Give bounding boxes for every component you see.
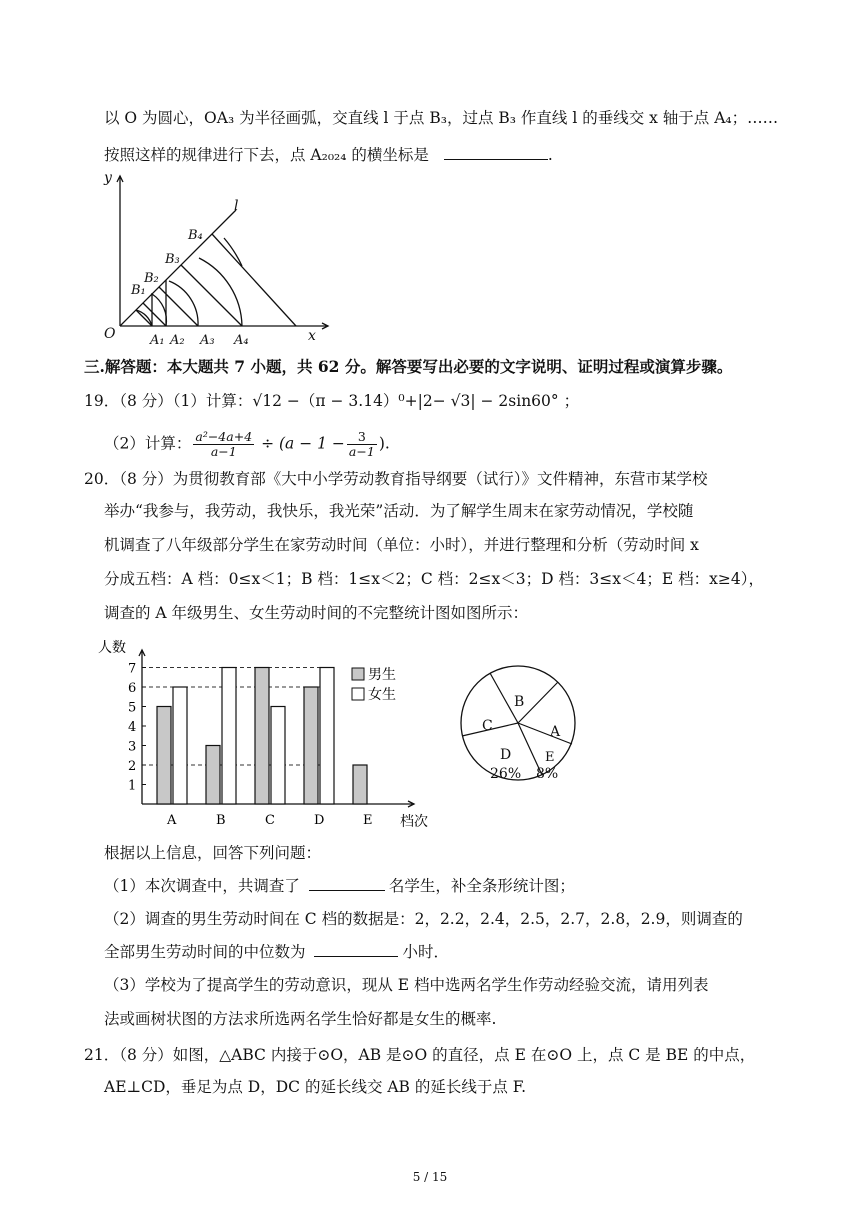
- bar-male-C: [255, 668, 269, 805]
- x-category-label: D: [314, 813, 325, 828]
- bar-male-E: [353, 765, 367, 804]
- x-category-label: B: [216, 813, 226, 828]
- q18-period: .: [547, 146, 553, 164]
- bar-male-A: [157, 707, 171, 805]
- q20-line1: 20．（8 分）为贯彻教育部《大中小学劳动教育指导纲要（试行）》文件精神，东营市某学校: [84, 470, 708, 488]
- q20-part2-text-end: 小时．: [402, 943, 449, 961]
- label-A4: A₄: [234, 333, 249, 348]
- q20-line5: 调查的 A 年级男生、女生劳动时间的不完整统计图如图所示：: [104, 604, 529, 622]
- fraction-2: [347, 430, 377, 459]
- label-B4: B₄: [188, 228, 203, 243]
- label-A2: A₂: [170, 333, 185, 348]
- fraction-2-numerator: 3: [347, 430, 377, 445]
- bar-female-B: [222, 668, 236, 805]
- q18-question-text: 按照这样的规律进行下去，点 A₂₀₂₄ 的横坐标是: [104, 146, 429, 164]
- label-B1: B₁: [131, 283, 146, 298]
- x-category-label: E: [363, 813, 373, 828]
- q20-part2-line2: [104, 940, 449, 963]
- q20-part3-line2: 法或画树状图的方法求所选两名学生恰好都是女生的概率.: [104, 1010, 497, 1028]
- q19-line1: 19．（8 分）（1）计算：√12 −（π − 3.14）⁰+|2− √3| − 2sin60° ；: [84, 392, 580, 410]
- bar-chart: [96, 632, 440, 832]
- bar-chart-xlabel: 档次: [400, 814, 428, 830]
- label-B2: B₂: [144, 271, 159, 286]
- q21-line1: 21．（8 分）如图，△ABC 内接于⊙O，AB 是⊙O 的直径，点 E 在⊙O 上，点 C 是 BE 的中点，: [84, 1046, 756, 1064]
- x-category-label: A: [167, 813, 177, 828]
- label-y: y: [104, 170, 112, 186]
- section-heading: 三.解答题：本大题共 7 小题，共 62 分。解答要写出必要的文字说明、证明过程或演算步骤。: [84, 357, 733, 376]
- legend: [352, 666, 396, 703]
- q20-part1-text-end: 名学生，补全条形统计图；: [388, 877, 575, 895]
- pie-label-A: A: [550, 724, 561, 740]
- y-tick-label: 6: [128, 681, 137, 696]
- pie-label-E: E: [545, 750, 555, 765]
- answer-blank: [444, 143, 548, 160]
- y-tick-label: 1: [128, 778, 137, 794]
- q18-line2: [104, 143, 553, 166]
- q18-line1: 以 O 为圆心，OA₃ 为半径画弧，交直线 l 于点 B₃，过点 B₃ 作直线 l 的垂线交 x 轴于点 A₄；……: [104, 109, 779, 127]
- line-l: [120, 210, 236, 326]
- answer-blank: [309, 874, 385, 891]
- fraction-2-denominator: a−1: [348, 444, 375, 459]
- label-A1: A₁: [150, 333, 165, 348]
- q20-part2-line1: （2）调查的男生劳动时间在 C 档的数据是：2，2.2，2.4，2.5，2.7，2.8，2.9，则调查的: [104, 910, 743, 928]
- legend-swatch-male: [352, 668, 364, 680]
- y-tick-label: 5: [128, 700, 137, 716]
- q20-line3: 机调查了八年级部分学生在家劳动时间（单位：小时），并进行整理和分析（劳动时间 x: [104, 536, 699, 554]
- pie-percent-E: 8%: [536, 766, 559, 782]
- q21-line2: AE⊥CD，垂足为点 D，DC 的延长线交 AB 的延长线于点 F.: [104, 1078, 527, 1096]
- q20-line2: 举办“我参与，我劳动，我快乐，我光荣”活动．为了解学生周末在家劳动情况，学校随: [104, 502, 694, 520]
- geometry-figure: [96, 168, 346, 350]
- label-x: x: [308, 328, 316, 344]
- label-B3: B₃: [165, 252, 180, 267]
- legend-male: 男生: [368, 667, 396, 683]
- q20-part3-line1: （3）学校为了提高学生的劳动意识，现从 E 档中选两名学生作劳动经验交流，请用列表: [104, 976, 709, 994]
- bar-female-C: [271, 707, 285, 805]
- q19-line2: [104, 430, 390, 459]
- fraction-1: [193, 430, 254, 459]
- bar-chart-ylabel: 人数: [98, 640, 126, 656]
- label-l: l: [234, 198, 239, 214]
- pie-label-D: D: [500, 747, 512, 763]
- q20-line4: 分成五档：A 档：0≤x＜1；B 档：1≤x＜2；C 档：2≤x＜3；D 档：3≤x＜4；E 档：x≥4），: [104, 570, 764, 588]
- legend-swatch-female: [352, 688, 364, 700]
- bar-male-B: [206, 746, 220, 805]
- x-category-label: C: [265, 813, 275, 828]
- pie-label-B: B: [514, 694, 525, 710]
- bar-female-D: [320, 668, 334, 805]
- pie-percent-D: 26%: [490, 766, 522, 782]
- q20-part1-text: （1）本次调查中，共调查了: [104, 877, 300, 895]
- pie-label-C: C: [482, 718, 493, 734]
- legend-female: 女生: [368, 687, 396, 703]
- q20-part2-text: 全部男生劳动时间的中位数为: [104, 943, 306, 961]
- bar-female-A: [173, 687, 187, 804]
- answer-blank: [314, 940, 398, 957]
- page-number: 5 / 15: [412, 1170, 448, 1184]
- y-tick-label: 3: [128, 739, 137, 755]
- q19-middle-expression: ÷ (a − 1 −: [261, 434, 345, 453]
- pie-chart: [454, 648, 584, 798]
- q20-part1: [104, 874, 575, 897]
- y-tick-label: 4: [128, 720, 137, 735]
- q20-intro: 根据以上信息，回答下列问题：: [104, 844, 322, 862]
- y-tick-label: 2: [128, 759, 137, 774]
- fraction-1-denominator: a−1: [210, 444, 237, 459]
- y-tick-label: 7: [128, 661, 137, 677]
- bar-male-D: [304, 687, 318, 804]
- label-O: O: [104, 326, 116, 342]
- label-A3: A₃: [200, 333, 215, 348]
- q19-part2-label: （2）计算：: [104, 434, 192, 453]
- fraction-1-numerator: a²−4a+4: [195, 429, 253, 444]
- q19-end: ).: [378, 434, 390, 453]
